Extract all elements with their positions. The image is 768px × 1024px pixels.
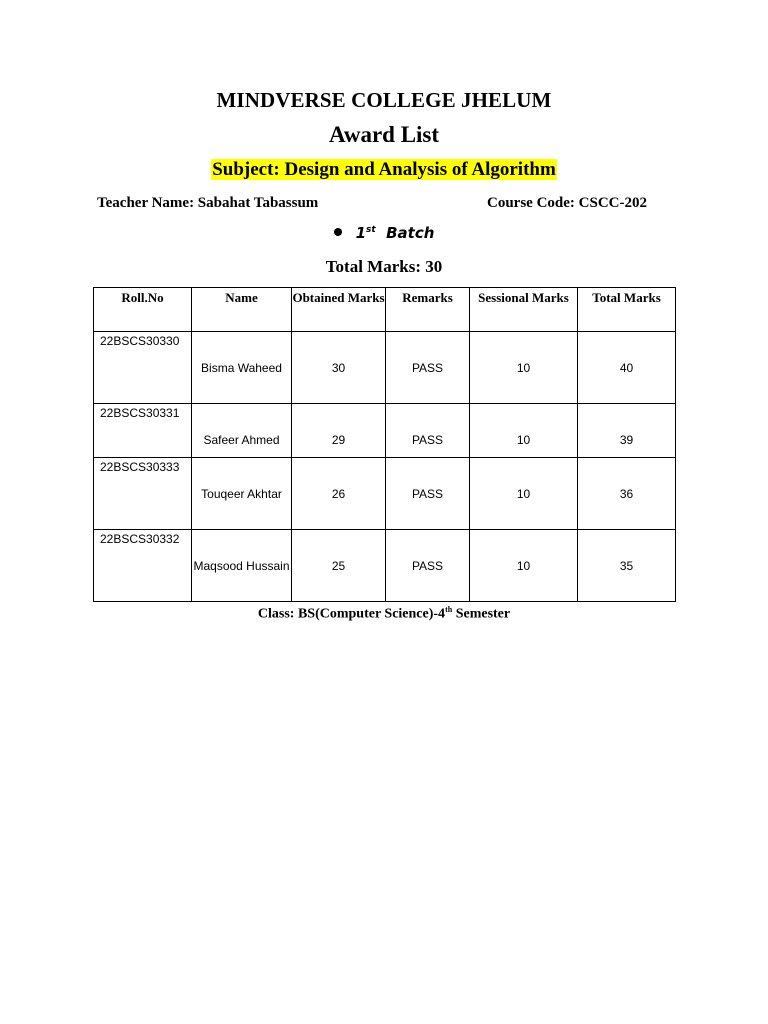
name-cell [192,530,292,602]
sessional-cell [470,332,578,404]
total-value: 40 [619,361,634,375]
remarks-cell [386,404,470,458]
sessional-cell [470,404,578,458]
header-name: Name [192,288,292,332]
name-cell [192,404,292,458]
batch-line [0,224,768,242]
sessional-cell [470,458,578,530]
sessional-value: 10 [516,361,531,375]
class-end: Semester [455,606,511,622]
sessional-value: 10 [516,433,531,447]
table-row [94,404,676,458]
remarks-value: PASS [411,361,444,375]
name-value: Bisma Waheed [201,361,282,375]
name-value: Maqsood Hussain [193,559,290,573]
name-value: Touqeer Akhtar [201,487,282,501]
header-total-marks: Total Marks [578,288,676,332]
header-obtained-marks: Obtained Marks [292,288,386,332]
bullet-icon [334,228,342,236]
award-table [93,287,676,602]
obtained-value: 26 [331,487,346,501]
obtained-value: 30 [331,361,346,375]
name-value: Safeer Ahmed [203,433,280,447]
total-marks: Total Marks: 30 [325,257,443,276]
total-cell [578,530,676,602]
table-header-row [94,288,676,332]
obtained-value: 29 [331,433,346,447]
total-cell [578,458,676,530]
course-code: Course Code: CSCC-202 [487,195,647,211]
table-row [94,332,676,404]
class-prefix: Class: BS(Computer Science)-4 [257,606,446,622]
roll-no-cell: 22BSCS30332 [94,530,192,602]
header-sessional-marks: Sessional Marks [470,288,578,332]
batch-label: Batch [386,224,435,242]
total-value: 35 [619,559,634,573]
total-cell [578,332,676,404]
roll-no-cell: 22BSCS30333 [94,458,192,530]
subject-highlight: Subject: Design and Analysis of Algorithm [212,159,556,180]
total-cell [578,404,676,458]
teacher-name: Teacher Name: Sabahat Tabassum [97,195,319,211]
total-value: 36 [619,487,634,501]
obtained-cell [292,458,386,530]
class-suffix: th [445,605,453,614]
roll-no-cell: 22BSCS30330 [94,332,192,404]
document-title: Award List [328,122,440,147]
obtained-cell [292,404,386,458]
remarks-cell [386,332,470,404]
sessional-cell [470,530,578,602]
name-cell [192,332,292,404]
subject-line [0,159,768,181]
total-value: 39 [619,433,634,447]
name-cell [192,458,292,530]
obtained-value: 25 [331,559,346,573]
table-row [94,530,676,602]
remarks-value: PASS [411,487,444,501]
remarks-value: PASS [411,433,444,447]
roll-no-cell: 22BSCS30331 [94,404,192,458]
remarks-cell [386,458,470,530]
obtained-cell [292,332,386,404]
sessional-value: 10 [516,487,531,501]
college-name: MINDVERSE COLLEGE JHELUM [216,88,552,112]
header-remarks: Remarks [386,288,470,332]
remarks-value: PASS [411,559,444,573]
table-row [94,458,676,530]
obtained-cell [292,530,386,602]
class-line [0,605,768,623]
header-roll-no: Roll.No [94,288,192,332]
sessional-value: 10 [516,559,531,573]
remarks-cell [386,530,470,602]
batch-suffix: st [366,225,376,235]
batch-number: 1 [355,224,366,242]
